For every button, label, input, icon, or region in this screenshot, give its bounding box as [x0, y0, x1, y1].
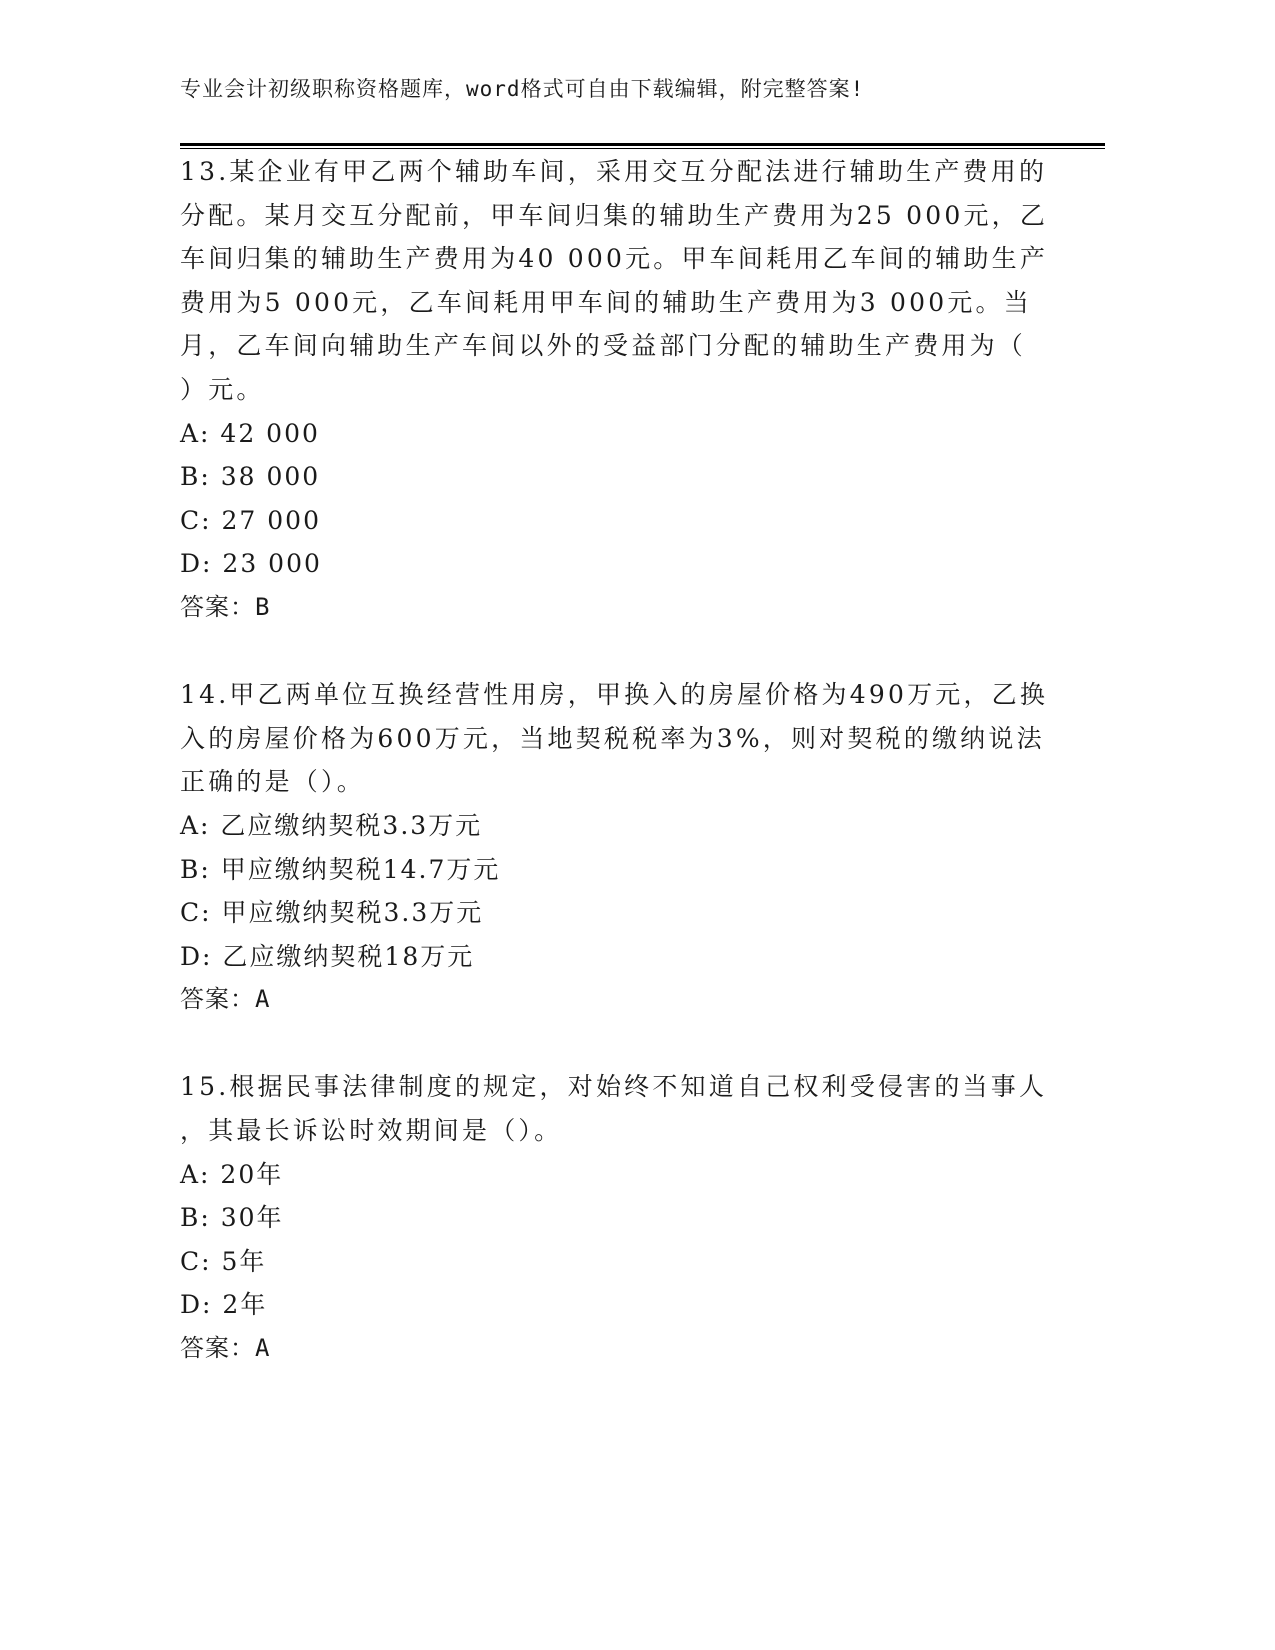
option-a: A: 20年 — [180, 1159, 284, 1189]
option-c: C: 甲应缴纳契税3.3万元 — [180, 898, 484, 928]
answer: 答案：A — [180, 1334, 271, 1363]
option-c: C: 5年 — [180, 1246, 267, 1276]
question-13 — [180, 150, 1049, 630]
option-d: D: 2年 — [180, 1290, 268, 1320]
option-b: B: 甲应缴纳契税14.7万元 — [180, 854, 501, 884]
question-text-line: 14.甲乙两单位互换经营性用房，甲换入的房屋价格为490万元，乙换 — [180, 680, 1049, 710]
question-text-line: 正确的是（）。 — [180, 767, 365, 797]
option-d: D: 23 000 — [180, 549, 322, 579]
option-b: B: 38 000 — [180, 462, 321, 492]
answer: 答案：B — [180, 592, 271, 621]
question-14 — [180, 673, 1049, 1022]
option-a: A: 42 000 — [180, 418, 320, 448]
option-a: A: 乙应缴纳契税3.3万元 — [180, 810, 483, 840]
question-spacer — [180, 630, 1040, 674]
option-d: D: 乙应缴纳契税18万元 — [180, 941, 475, 971]
question-15 — [180, 1065, 1048, 1370]
question-list — [180, 150, 1049, 1371]
option-c: C: 27 000 — [180, 505, 321, 535]
question-spacer — [180, 1022, 1040, 1066]
question-text-line: ，其最长诉讼时效期间是（）。 — [180, 1116, 563, 1146]
question-text-line: 车间归集的辅助生产费用为40 000元。甲车间耗用乙车间的辅助生产 — [180, 244, 1049, 274]
question-text-line: 15.根据民事法律制度的规定，对始终不知道自己权利受侵害的当事人 — [180, 1072, 1048, 1102]
question-text-line: 分配。某月交互分配前，甲车间归集的辅助生产费用为25 000元，乙 — [180, 200, 1049, 230]
option-b: B: 30年 — [180, 1203, 284, 1233]
question-text-line: 费用为5 000元，乙车间耗用甲车间的辅助生产费用为3 000元。当 — [180, 287, 1032, 317]
question-text-line: 13.某企业有甲乙两个辅助车间，采用交互分配法进行辅助生产费用的 — [180, 157, 1048, 186]
header-rule — [180, 143, 1105, 149]
question-text-line: 入的房屋价格为600万元，当地契税税率为3%，则对契税的缴纳说法 — [180, 723, 1045, 753]
answer: 答案：A — [180, 985, 271, 1014]
page-header: 专业会计初级职称资格题库，word格式可自由下载编辑，附完整答案! — [180, 77, 865, 101]
question-text-line: ）元。 — [180, 374, 265, 404]
question-text-line: 月，乙车间向辅助生产车间以外的受益部门分配的辅助生产费用为（ — [180, 331, 1027, 361]
